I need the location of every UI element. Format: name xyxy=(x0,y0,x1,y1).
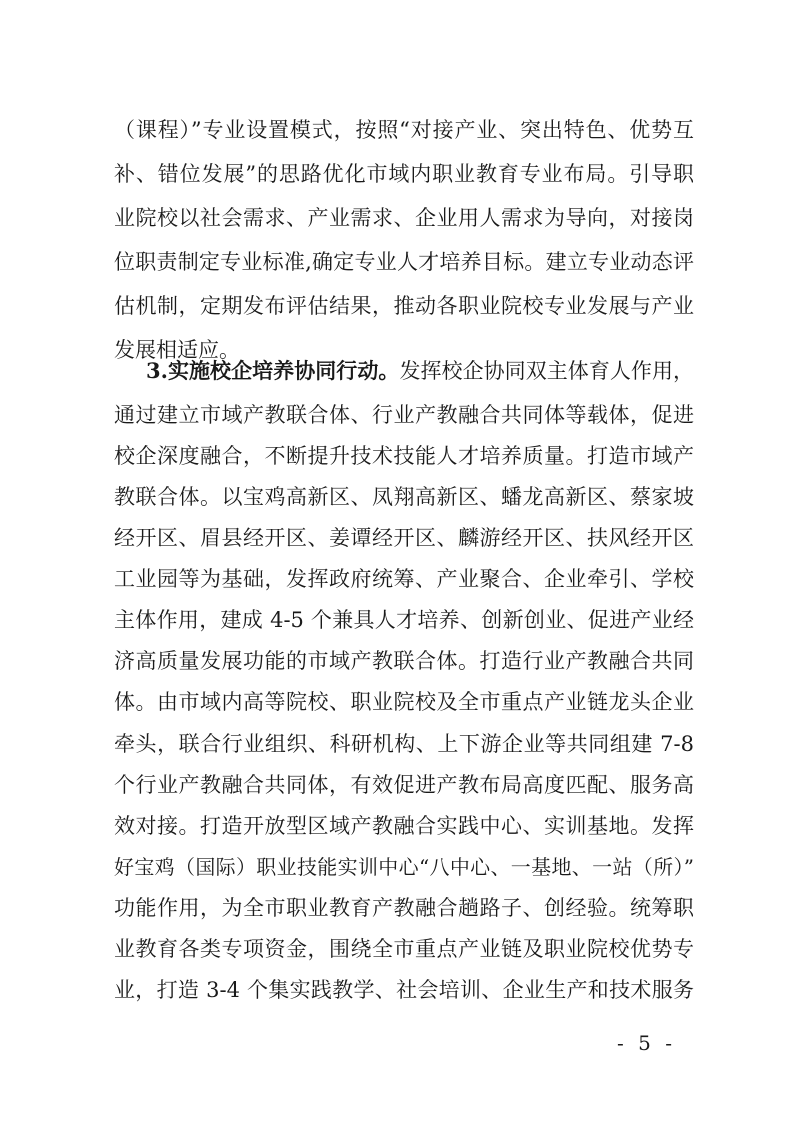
page-number: - 5 - xyxy=(617,1031,676,1055)
paragraph-1-line-6: 发展相适应。 xyxy=(114,338,240,362)
section-heading: 3.实施校企培养协同行动。 xyxy=(146,358,400,383)
paragraph-2-line-10: 牵头，联合行业组织、科研机构、上下游企业等共同组建 7-8 xyxy=(114,732,694,756)
paragraph-2-line-12: 效对接。打造开放型区域产教融合实践中心、实训基地。发挥 xyxy=(114,814,694,838)
paragraph-2-line-8: 济高质量发展功能的市域产教联合体。打造行业产教融合共同 xyxy=(114,649,694,673)
paragraph-2-line-14: 功能作用，为全市职业教育产教融合趟路子、创经验。统筹职 xyxy=(114,896,694,920)
paragraph-1-line-3: 业院校以社会需求、产业需求、企业用人需求为导向，对接岗 xyxy=(114,206,694,230)
paragraph-2-line-13: 好宝鸡（国际）职业技能实训中心“八中心、一基地、一站（所）” xyxy=(114,855,694,879)
paragraph-2-line-11: 个行业产教融合共同体，有效促进产教布局高度匹配、服务高 xyxy=(114,773,694,797)
paragraph-2-line-5: 经开区、眉县经开区、姜谭经开区、麟游经开区、扶风经开区 xyxy=(114,526,694,550)
paragraph-2-line-2: 通过建立市域产教联合体、行业产教融合共同体等载体，促进 xyxy=(114,403,694,427)
paragraph-1-line-4: 位职责制定专业标准,确定专业人才培养目标。建立专业动态评 xyxy=(114,250,694,274)
paragraph-2-line-16: 业，打造 3-4 个集实践教学、社会培训、企业生产和技术服务 xyxy=(114,978,694,1002)
paragraph-2-line-6: 工业园等为基础，发挥政府统筹、产业聚合、企业牵引、学校 xyxy=(114,567,694,591)
paragraph-1-line-5: 估机制，定期发布评估结果，推动各职业院校专业发展与产业 xyxy=(114,294,694,318)
paragraph-2-line-4: 教联合体。以宝鸡高新区、凤翔高新区、蟠龙高新区、蔡家坡 xyxy=(114,485,694,509)
paragraph-2-line-1 xyxy=(146,349,694,393)
paragraph-2-line-1-rest: 发挥校企协同双主体育人作用， xyxy=(399,359,695,383)
paragraph-2-line-3: 校企深度融合，不断提升技术技能人才培养质量。打造市域产 xyxy=(114,444,694,468)
paragraph-1-line-1: （课程）”专业设置模式，按照“对接产业、突出特色、优势互 xyxy=(114,118,694,142)
paragraph-1-line-2: 补、错位发展”的思路优化市域内职业教育专业布局。引导职 xyxy=(114,162,694,186)
paragraph-2-line-7: 主体作用，建成 4-5 个兼具人才培养、创新创业、促进产业经 xyxy=(114,608,694,632)
paragraph-2-line-15: 业教育各类专项资金，围绕全市重点产业链及职业院校优势专 xyxy=(114,937,694,961)
paragraph-2-line-9: 体。由市域内高等院校、职业院校及全市重点产业链龙头企业 xyxy=(114,690,694,714)
